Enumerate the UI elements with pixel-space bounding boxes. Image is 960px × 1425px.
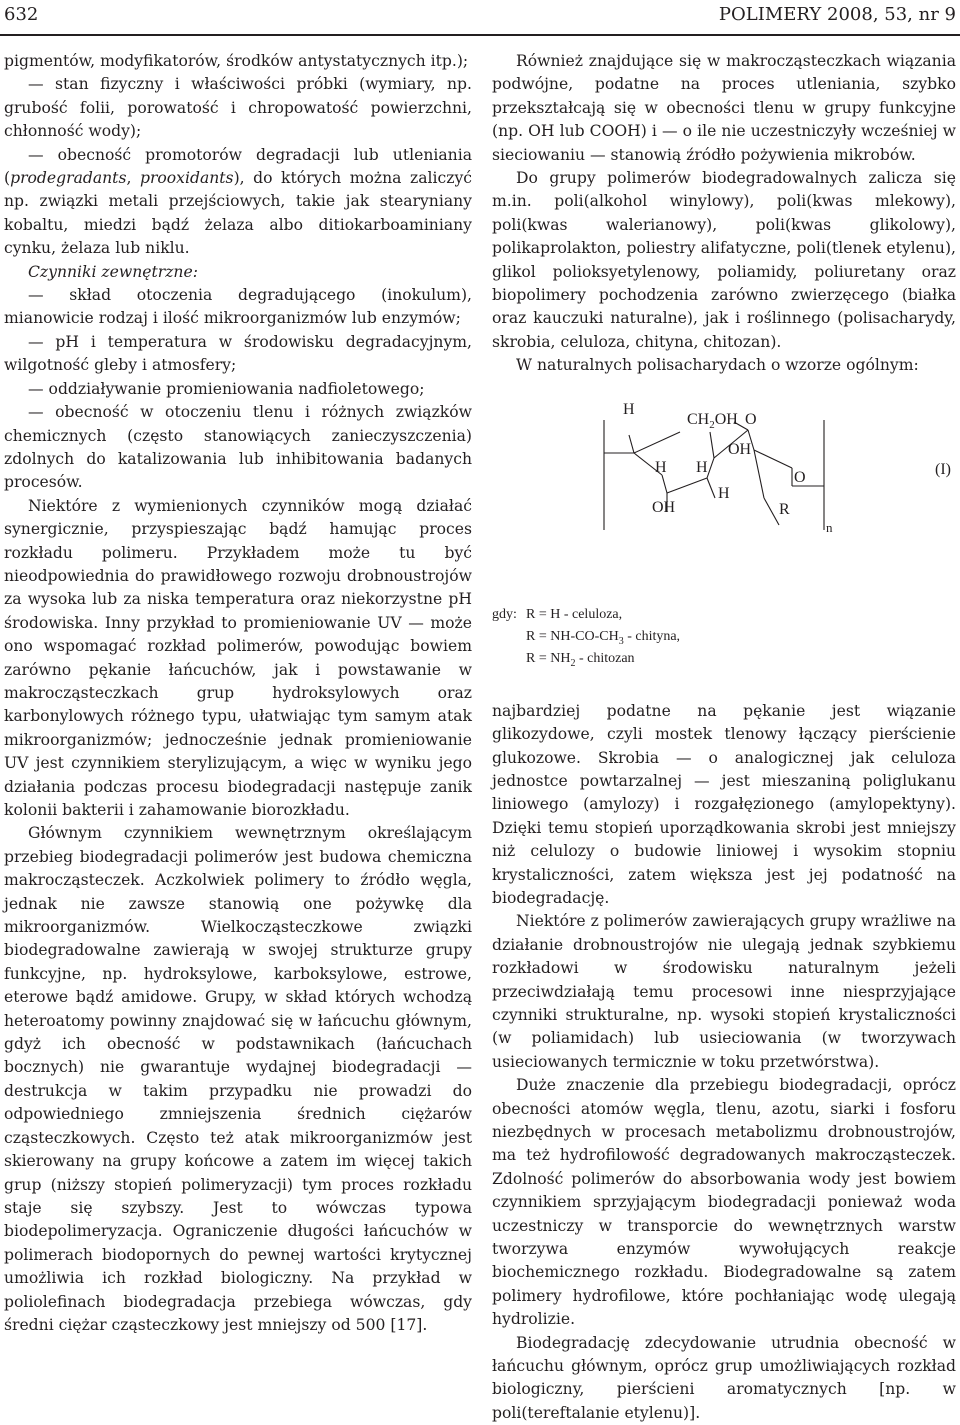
paragraph: Niektóre z wymienionych czynników mogą działać synergicznie, przyspieszając bądź hamując proces rozkładu polimeru. Przykładem może tu być nieodpowiednia do prawidłowego rozwoju drobnoustrojów za wysoka lub za niska temperatura oraz niekorzystne pH środowiska. Inny przykład to promieniowanie UV — może ono wspomagać rozkład polimerów, powodując bowiem zarówno pękanie łańcuchów, jak i powstawanie w makrocząsteczkach grup hydroksylowych oraz karbonylowych różnego typu, ułatwiając tym samym atak mikroorganizmów; jednocześnie jednak promieniowanie UV jest czynnikiem sterylizującym, a więc w wyniku jego działania podczas procesu biodegradacji następuje zanik kolonii bakterii i zahamowanie biorozkładu. xyxy=(4,496,472,819)
paragraph: W naturalnych polisacharydach o wzorze ogólnym: xyxy=(516,356,919,375)
atom-r-group: R xyxy=(779,500,790,518)
list-item: — obecność w otoczeniu tlenu i różnych związków chemicznych (często stanowiących zanieczyszczenia) zdolnych do katalizowania lub inhibitowania badanych procesów. xyxy=(4,403,472,492)
atom-h-mid: H xyxy=(696,458,708,476)
paragraph: Do grupy polimerów biodegradowalnych zalicza się m.in. poli(alkohol winylowy), poli(kwas mlekowy), poli(kwas walerianowy), poli(kwas glikolowy), polikaprolakton, poliestry alifatyczne, poli(tlenek etylenu), glikol polioksyetylenowy, poliamidy, poliuretany oraz biopolimery pochodzenia zarówno zwierzęcego (białka oraz kauczuki naturalne), jak i roślinnego (polisacharydy, skrobia, celuloza, chityna, chitozan). xyxy=(492,169,956,351)
list-item: — stan fizyczny i właściwości próbki (wymiary, np. grubość folii, porowatość i chropowatość powierzchni, chłonność wody); xyxy=(4,75,472,141)
text-run: — obecność promotorów degradacji lub utleniania ( xyxy=(4,145,472,188)
header-rule xyxy=(0,34,960,36)
section-subheading: Czynniki zewnętrzne: xyxy=(28,262,198,281)
legend-chitozan xyxy=(526,648,635,675)
atom-ch-text: CH xyxy=(687,410,710,428)
atom-h-left: H xyxy=(655,458,667,476)
repeat-subscript-n: n xyxy=(826,519,833,535)
text-run: ), do których można zaliczyć np. związki metali przejściowych, takie jak stearyniany kobaltu, miedzi bądź żelaza albo ditiokarboaminiany cynku, żelaza lub niklu. xyxy=(4,169,473,258)
polysaccharide-formula xyxy=(492,390,956,568)
atom-oh-right: OH xyxy=(728,440,752,458)
formula-label: (I) xyxy=(935,460,951,478)
right-column xyxy=(492,50,956,1425)
italic-term: prodegradants xyxy=(10,169,127,188)
list-item: — oddziaływanie promieniowania nadfioletowego; xyxy=(28,379,425,398)
paragraph: Duże znaczenie dla przebiegu biodegradacji, oprócz obecności atomów węgla, tlenu, azotu, siarki i fosforu niezbędnych w procesach metabolizmu drobnoustrojów, ma też hydrofilowość degradowanych makrocząsteczek. Zdolność polimerów do absorbowania wody jest bowiem czynnikiem sprzyjającym biodegradacji ponieważ woda uczestniczy w transporcie do wewnętrznych warstw tworzywa enzymów wywołujących reakcje biochemicznego rozkładu. Biodegradowalne są zatem polimery hydrofilowe, które pochłaniając wodę ulegają hydrolizie. xyxy=(492,1076,956,1329)
page-header xyxy=(0,0,960,38)
formula-structure xyxy=(492,390,956,568)
atom-ch2-subscript: 2 xyxy=(709,418,715,431)
legend-gdy: gdy: xyxy=(492,606,517,622)
atom-h-top: H xyxy=(623,400,635,418)
legend-chityna-text: R = NH-CO-CH xyxy=(526,628,619,644)
paragraph: pigmentów, modyfikatorów, środków antystatycznych itp.); xyxy=(4,52,469,70)
atom-oh-bottom: OH xyxy=(652,498,676,516)
paragraph: Biodegradację zdecydowanie utrudnia obecność w łańcuchu głównym, oprócz grup umożliwiających rozkład biologiczny, pierścieni aromatycznych [np. w poli(tereftalanie etylenu)]. xyxy=(492,1333,956,1422)
legend-chityna-subscript: 3 xyxy=(618,635,624,647)
italic-term: prooxidants xyxy=(139,169,234,188)
paragraph: Również znajdujące się w makrocząsteczkach wiązania podwójne, podatne na proces utleniania, szybko przekształcają się w obecności tlenu w grupy funkcyjne (np. OH lub COOH) i — o ile nie uczestniczyły wcześniej w sieciowaniu — stanowią źródło pożywienia mikrobów. xyxy=(492,52,956,164)
formula-legend xyxy=(492,604,956,674)
page-number: 632 xyxy=(4,4,39,25)
atom-o-ring: O xyxy=(745,410,757,428)
paragraph: Niektóre z polimerów zawierających grupy wrażliwe na działanie drobnoustrojów nie ulegają jednak szybkiemu rozkładowi w środowisku naturalnym jeżeli przeciwdziałają temu procesowi inne niesprzyjające czynniki strukturalne, np. wysoki stopień krystaliczności (w poliamidach) lub usieciowania (w tworzywach usieciowanych termicznie w toku przetwórstwa). xyxy=(492,912,956,1071)
legend-celuloza: R = H - celuloza, xyxy=(526,606,623,622)
legend-chitozan-text: R = NH xyxy=(526,650,571,666)
legend-chitozan-subscript: 2 xyxy=(570,657,576,669)
atom-h-bottom: H xyxy=(718,484,730,502)
journal-title: POLIMERY 2008, 53, nr 9 xyxy=(718,4,956,25)
list-item: — skład otoczenia degradującego (inokulum), mianowicie rodzaj i ilość mikroorganizmów lub enzymów; xyxy=(4,286,472,328)
left-column xyxy=(4,50,472,1337)
legend-chitozan-suffix: - chitozan xyxy=(575,650,635,666)
legend-chityna-suffix: - chityna, xyxy=(623,628,681,644)
paragraph: Głównym czynnikiem wewnętrznym określającym przebieg biodegradacji polimerów jest budowa chemiczna makrocząsteczek. Aczkolwiek polimery to źródło węgla, jednak nie zawsze stanowią one pożywkę dla mikroorganizmów. Wielkocząsteczkowe związki biodegradowalne zawierają w swojej strukturze grupy funkcyjne, np. hydroksylowe, karboksylowe, estrowe, eterowe bądź amidowe. Grupy, w skład których wchodzą heteroatomy powinny znajdować się w łańcuchu głównym, gdyż ich obecność w podstawnikach (łańcuchach bocznych) nie gwarantuje wydajnej biodegradacji — destrukcja w takim przypadku nie prowadzi do odpowiedniego zmniejszenia średnich ciężarów cząsteczkowych. Często też atak mikroorganizmów jest skierowany na grupy końcowe a zatem im więcej takich grup (niższy stopień polimeryzacji) tym proces rozkładu staje się szybszy. Jest to wówczas typowa biodepolimeryzacja. Ograniczenie długości łańcuchów w polimerach biodopornych do pewnej wartości krytycznej umożliwia ich rozkład biologiczny. Na przykład w poliolefinach biodegradacja przebiega wówczas, gdy średni ciężar cząsteczkowy jest mniejszy od 500 [17]. xyxy=(4,824,472,1334)
atom-ch2oh xyxy=(687,411,738,431)
list-item xyxy=(4,144,472,261)
atom-ch2oh-oh-text: OH xyxy=(714,410,738,428)
list-item: — pH i temperatura w środowisku degradacyjnym, wilgotność gleby i atmosfery; xyxy=(4,332,472,375)
paragraph: najbardziej podatne na pękanie jest wiązanie glikozydowe, czyli mostek tlenowy łączący pierścienie glukozowe. Skrobia — o analogicznej jak celuloza jednostce powtarzalnej — jest mieszaniną poliglukanu liniowego (amylozy) i rozgałęzionego (amylopektyny). Dzięki temu stopień uporządkowania skrobi jest mniejszy niż celulozy o budowie liniowej i wysokim stopniu krystaliczności, zatem większa jest jej podatność na biodegradację. xyxy=(492,701,956,907)
text-run: , xyxy=(126,169,140,188)
atom-o-bridge: O xyxy=(794,468,806,486)
